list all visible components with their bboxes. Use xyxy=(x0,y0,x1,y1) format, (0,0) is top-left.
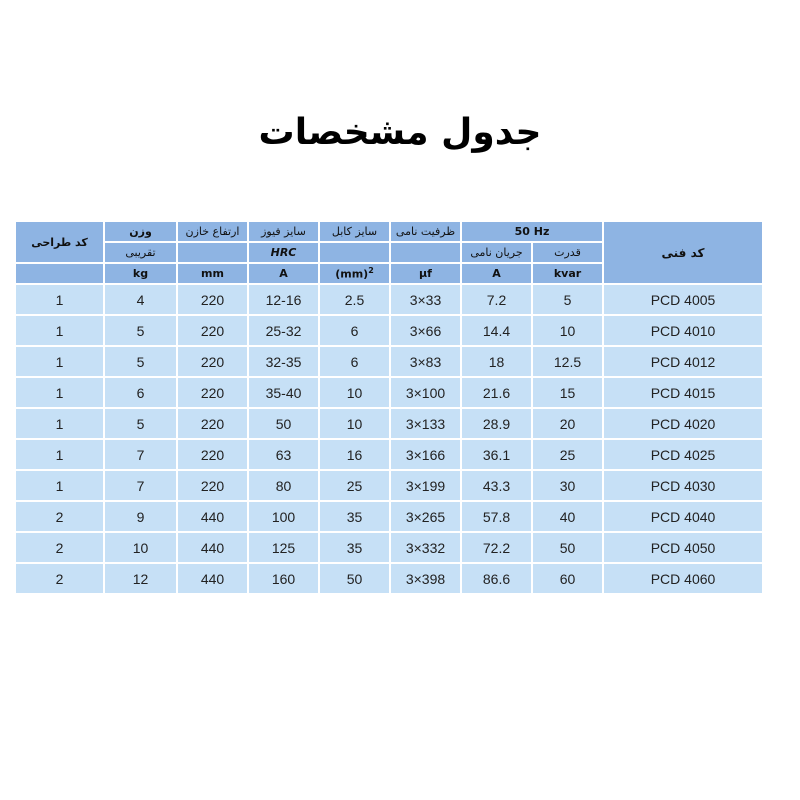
cell-power: 12.5 xyxy=(532,346,603,377)
cell-code: PCD 4005 xyxy=(603,284,763,315)
page-title: جدول مشخصات xyxy=(258,112,542,153)
cell-height: 220 xyxy=(177,470,248,501)
cell-capacity: 3×166 xyxy=(390,439,461,470)
cell-height: 440 xyxy=(177,532,248,563)
header-cable-blank xyxy=(319,242,390,263)
cell-cable: 35 xyxy=(319,532,390,563)
cell-fuse: 160 xyxy=(248,563,319,594)
cell-capacity: 3×100 xyxy=(390,377,461,408)
cell-fuse: 12-16 xyxy=(248,284,319,315)
cell-power: 15 xyxy=(532,377,603,408)
cell-fuse: 80 xyxy=(248,470,319,501)
table-body xyxy=(15,284,763,594)
cell-fuse: 125 xyxy=(248,532,319,563)
header-current: جریان نامی xyxy=(461,242,532,263)
header-design-blank xyxy=(15,263,104,284)
cell-height: 220 xyxy=(177,439,248,470)
cell-design: 1 xyxy=(15,315,104,346)
cell-height: 220 xyxy=(177,284,248,315)
cell-cable: 50 xyxy=(319,563,390,594)
cell-fuse: 25-32 xyxy=(248,315,319,346)
cell-current: 21.6 xyxy=(461,377,532,408)
cell-capacity: 3×83 xyxy=(390,346,461,377)
cell-weight: 6 xyxy=(104,377,177,408)
header-capacity: ظرفیت نامی xyxy=(390,221,461,242)
table-header xyxy=(15,221,763,284)
unit-a: A xyxy=(461,263,532,284)
cell-current: 28.9 xyxy=(461,408,532,439)
header-power: قدرت xyxy=(532,242,603,263)
cell-current: 43.3 xyxy=(461,470,532,501)
cell-weight: 7 xyxy=(104,439,177,470)
cell-height: 440 xyxy=(177,563,248,594)
table-row xyxy=(15,439,763,470)
unit-uf: µf xyxy=(390,263,461,284)
cell-design: 1 xyxy=(15,377,104,408)
cell-current: 57.8 xyxy=(461,501,532,532)
cell-design: 2 xyxy=(15,501,104,532)
header-hrc: HRC xyxy=(248,242,319,263)
unit-mm2: (mm)$^2$ xyxy=(319,263,390,284)
cell-design: 2 xyxy=(15,532,104,563)
cell-code: PCD 4040 xyxy=(603,501,763,532)
header-frequency: 50 Hz xyxy=(461,221,603,242)
cell-code: PCD 4030 xyxy=(603,470,763,501)
unit-mm: mm xyxy=(177,263,248,284)
cell-cable: 6 xyxy=(319,315,390,346)
cell-code: PCD 4015 xyxy=(603,377,763,408)
cell-current: 72.2 xyxy=(461,532,532,563)
header-fuse: سایز فیوز xyxy=(248,221,319,242)
header-capacity-blank xyxy=(390,242,461,263)
cell-fuse: 100 xyxy=(248,501,319,532)
cell-fuse: 63 xyxy=(248,439,319,470)
cell-power: 40 xyxy=(532,501,603,532)
cell-current: 18 xyxy=(461,346,532,377)
cell-code: PCD 4012 xyxy=(603,346,763,377)
cell-height: 220 xyxy=(177,377,248,408)
cell-code: PCD 4060 xyxy=(603,563,763,594)
cell-code: PCD 4020 xyxy=(603,408,763,439)
cell-weight: 12 xyxy=(104,563,177,594)
header-cable: سایز کابل xyxy=(319,221,390,242)
cell-capacity: 3×332 xyxy=(390,532,461,563)
cell-power: 10 xyxy=(532,315,603,346)
cell-current: 36.1 xyxy=(461,439,532,470)
cell-code: PCD 4050 xyxy=(603,532,763,563)
cell-cable: 10 xyxy=(319,408,390,439)
cell-design: 1 xyxy=(15,284,104,315)
cell-current: 86.6 xyxy=(461,563,532,594)
unit-kg: kg xyxy=(104,263,177,284)
unit-fuse-a: A xyxy=(248,263,319,284)
table-row xyxy=(15,408,763,439)
cell-capacity: 3×199 xyxy=(390,470,461,501)
cell-power: 5 xyxy=(532,284,603,315)
unit-kvar: kvar xyxy=(532,263,603,284)
cell-weight: 4 xyxy=(104,284,177,315)
table-row xyxy=(15,501,763,532)
table-row xyxy=(15,470,763,501)
cell-cable: 35 xyxy=(319,501,390,532)
cell-design: 1 xyxy=(15,439,104,470)
cell-design: 1 xyxy=(15,408,104,439)
cell-cable: 6 xyxy=(319,346,390,377)
cell-current: 7.2 xyxy=(461,284,532,315)
cell-height: 220 xyxy=(177,315,248,346)
cell-height: 220 xyxy=(177,408,248,439)
cell-capacity: 3×265 xyxy=(390,501,461,532)
cell-power: 30 xyxy=(532,470,603,501)
cell-current: 14.4 xyxy=(461,315,532,346)
table-row xyxy=(15,315,763,346)
cell-weight: 7 xyxy=(104,470,177,501)
cell-fuse: 35-40 xyxy=(248,377,319,408)
header-approx: تقریبی xyxy=(104,242,177,263)
cell-cable: 25 xyxy=(319,470,390,501)
cell-code: PCD 4025 xyxy=(603,439,763,470)
cell-design: 2 xyxy=(15,563,104,594)
header-weight: وزن xyxy=(104,221,177,242)
cell-weight: 5 xyxy=(104,408,177,439)
cell-capacity: 3×133 xyxy=(390,408,461,439)
cell-power: 60 xyxy=(532,563,603,594)
table-row xyxy=(15,346,763,377)
cell-code: PCD 4010 xyxy=(603,315,763,346)
cell-cable: 2.5 xyxy=(319,284,390,315)
table-row xyxy=(15,284,763,315)
table-row xyxy=(15,563,763,594)
cell-capacity: 3×66 xyxy=(390,315,461,346)
cell-weight: 10 xyxy=(104,532,177,563)
cell-weight: 5 xyxy=(104,315,177,346)
header-tech-code: کد فنی xyxy=(603,221,763,284)
spec-table xyxy=(14,220,764,595)
table-row xyxy=(15,532,763,563)
cell-power: 20 xyxy=(532,408,603,439)
cell-capacity: 3×398 xyxy=(390,563,461,594)
cell-power: 50 xyxy=(532,532,603,563)
cell-cable: 10 xyxy=(319,377,390,408)
cell-height: 220 xyxy=(177,346,248,377)
cell-design: 1 xyxy=(15,470,104,501)
cell-fuse: 32-35 xyxy=(248,346,319,377)
header-height: ارتفاع خازن xyxy=(177,221,248,242)
header-design-code: کد طراحی xyxy=(15,221,104,263)
cell-power: 25 xyxy=(532,439,603,470)
cell-weight: 5 xyxy=(104,346,177,377)
header-height-blank xyxy=(177,242,248,263)
table-row xyxy=(15,377,763,408)
cell-cable: 16 xyxy=(319,439,390,470)
cell-design: 1 xyxy=(15,346,104,377)
cell-capacity: 3×33 xyxy=(390,284,461,315)
cell-height: 440 xyxy=(177,501,248,532)
cell-weight: 9 xyxy=(104,501,177,532)
cell-fuse: 50 xyxy=(248,408,319,439)
